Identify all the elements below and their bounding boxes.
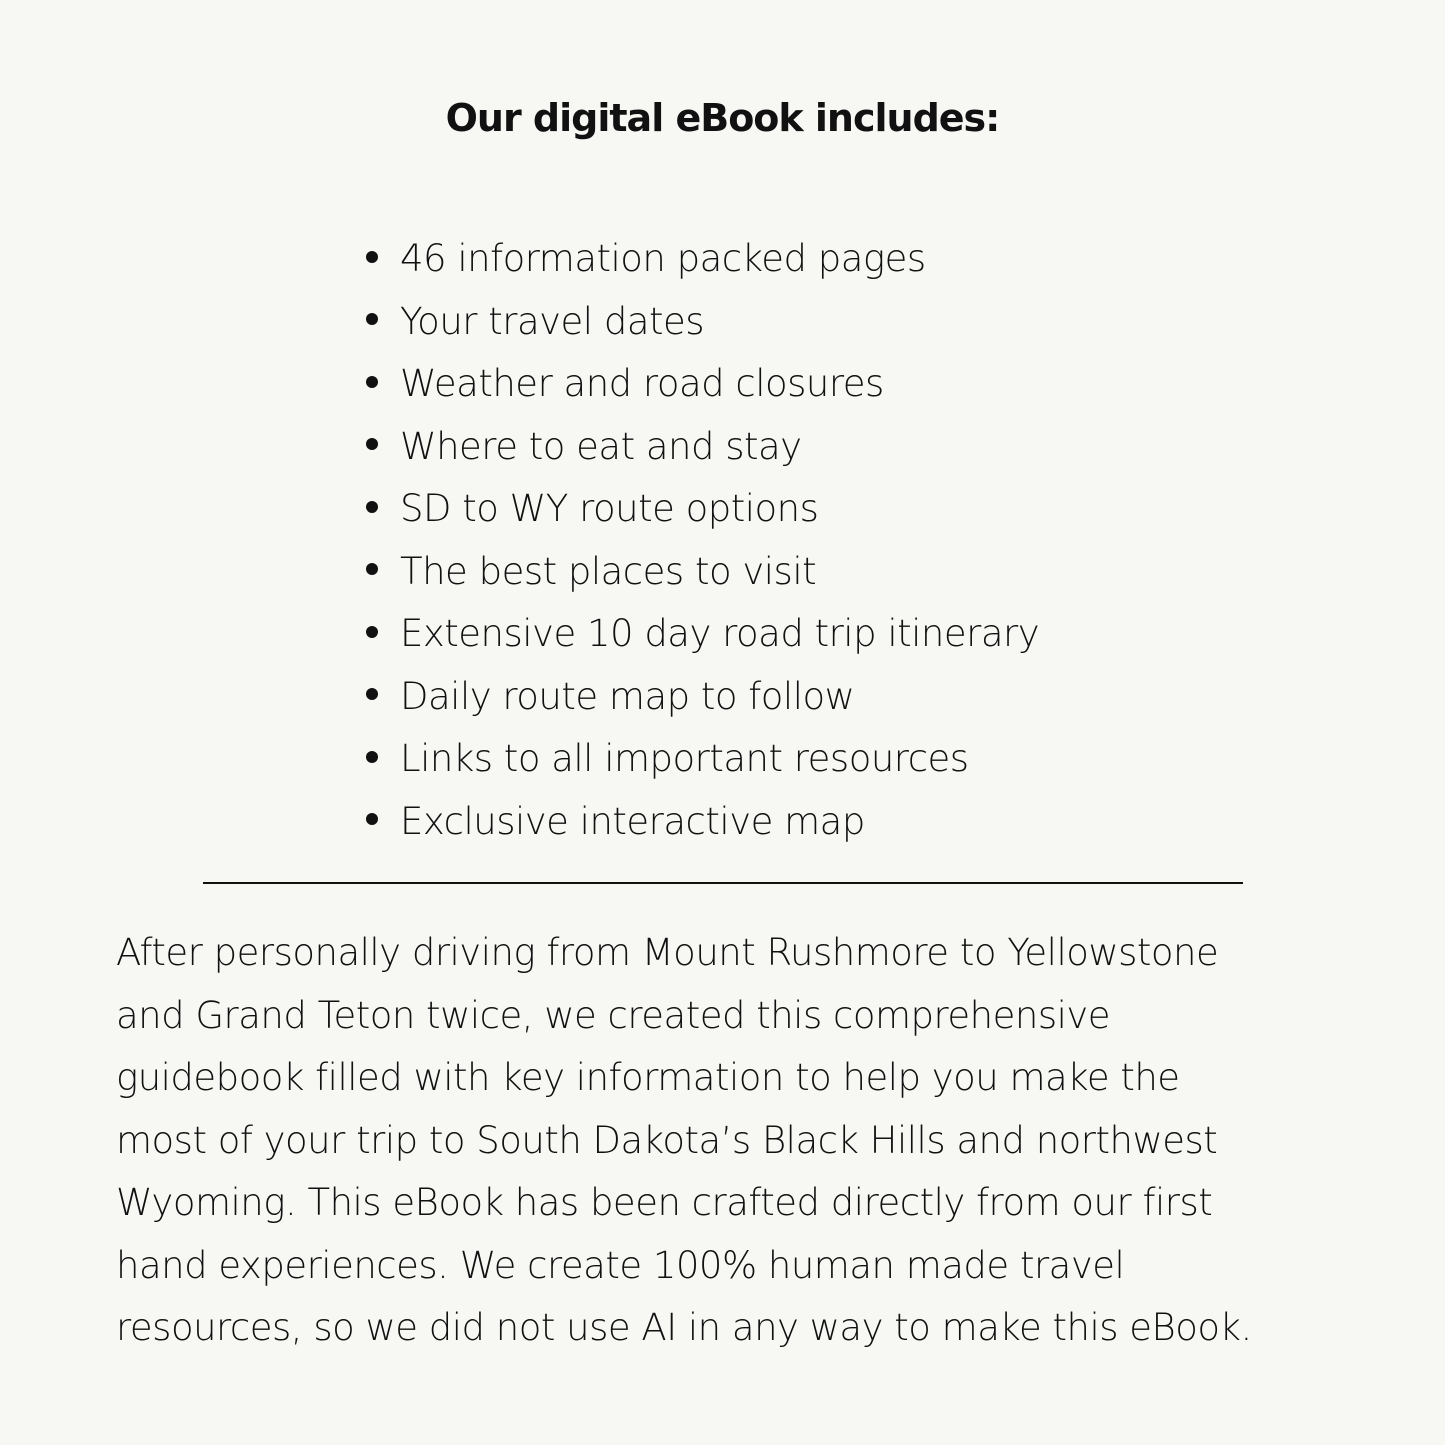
paragraph-line: After personally driving from Mount Rushmore to Yellowstone	[116, 931, 1219, 974]
bullet-icon	[366, 438, 378, 450]
list-item	[366, 666, 1039, 729]
item-text: Extensive 10 day road trip itinerary	[400, 612, 1040, 655]
feature-list	[366, 228, 1039, 853]
list-item	[366, 541, 1039, 604]
list-item	[366, 791, 1039, 854]
item-text: Your travel dates	[400, 299, 705, 343]
item-text: SD to WY route options	[400, 487, 819, 530]
bullet-icon	[366, 626, 378, 638]
bullet-icon	[366, 501, 378, 513]
list-item	[366, 603, 1039, 666]
item-text: Links to all important resources	[400, 737, 969, 780]
bullet-icon	[366, 813, 378, 825]
bullet-icon	[366, 251, 378, 263]
description-paragraph	[116, 922, 1356, 1360]
item-text: Where to eat and stay	[400, 424, 802, 468]
bullet-icon	[366, 563, 378, 575]
paragraph-line: most of your trip to South Dakota’s Black Hills and northwest	[116, 1118, 1218, 1162]
list-item	[366, 228, 1039, 291]
list-item	[366, 728, 1039, 791]
paragraph-line: and Grand Teton twice, we created this comprehensive	[116, 993, 1111, 1037]
bullet-icon	[366, 751, 378, 763]
list-item	[366, 478, 1039, 541]
divider	[203, 882, 1243, 884]
list-item	[366, 353, 1039, 416]
item-text: The best places to visit	[400, 549, 817, 593]
paragraph-line: hand experiences. We create 100% human made travel	[116, 1243, 1125, 1287]
bullet-icon	[366, 376, 378, 388]
heading: Our digital eBook includes:	[445, 96, 1000, 140]
bullet-icon	[366, 688, 378, 700]
paragraph-line: guidebook filled with key information to help you make the	[116, 1056, 1180, 1099]
paragraph-line: Wyoming. This eBook has been crafted directly from our first	[116, 1181, 1213, 1224]
list-item	[366, 416, 1039, 479]
paragraph-line: resources, so we did not use AI in any way to make this eBook.	[116, 1306, 1252, 1349]
list-item	[366, 291, 1039, 354]
item-text: Daily route map to follow	[400, 674, 855, 718]
item-text: 46 information packed pages	[400, 237, 926, 280]
bullet-icon	[366, 313, 378, 325]
item-text: Weather and road closures	[400, 362, 884, 405]
item-text: Exclusive interactive map	[400, 799, 865, 843]
